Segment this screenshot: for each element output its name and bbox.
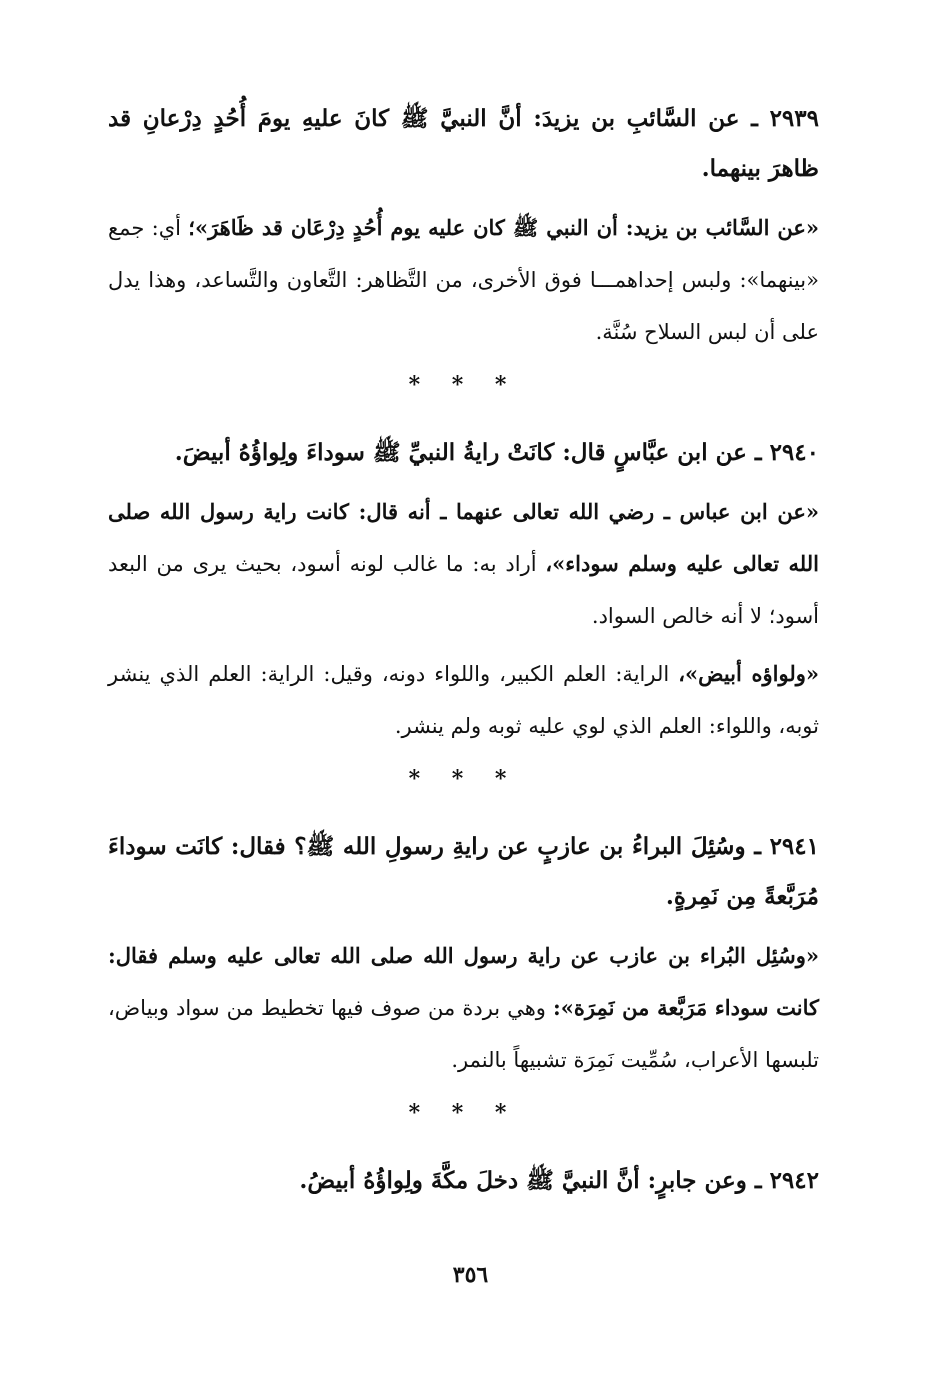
commentary-2941 [108,930,819,1086]
commentary-2940-b [108,648,819,752]
commentary-quote: «عن السَّائب بن يزيد: أن النبي ﷺ كان عليه يوم أُحُدٍ دِرْعَان قد ظَاهَرَ»؛ [188,215,820,240]
commentary-quote: «ولواؤه أبيض»، [678,661,819,686]
commentary-text: وهي بردة من صوف فيها تخطيط من سواد وبياض، تلبسها الأعراب، سُمِّيت نَمِرَة تشبيهاً بالنمر. [108,996,819,1072]
hadith-text: ٢٩٤٢ ـ وعن جابرٍ: أنَّ النبيَّ ﷺ دخلَ مكَّةَ ولِواؤُهُ أبيضُ. [299,1167,819,1194]
hadith-text: ٢٩٤٠ ـ عن ابن عبَّاسٍ قال: كانَتْ رايةُ النبيِّ ﷺ سوداءَ ولِواؤُهُ أبيضَ. [174,439,819,466]
hadith-2942 [108,1156,819,1206]
section-separator: * * * [408,1100,519,1126]
page-number: ٣٥٦ [452,1262,489,1288]
hadith-text: ٢٩٣٩ ـ عن السَّائبِ بن يزيدَ: أنَّ النبيَّ ﷺ كانَ عليهِ يومَ أُحُدٍ دِرْعانِ قد ظاهرَ بينهما. [108,105,819,182]
hadith-2940 [108,428,819,478]
commentary-text: الراية: العلم الكبير، واللواء دونه، وقيل: الراية: العلم الذي ينشر ثوبه، واللواء: العلم الذي لوي عليه ثوبه ولم ينشر. [108,662,819,738]
section-separator: * * * [408,766,519,792]
section-separator: * * * [408,372,519,398]
commentary-text: أي: جمع «بينهما»: ولبس إحداهمـــا فوق الأخرى، من التَّظاهر: التَّعاون والتَّساعد، وهذا يدل على أن لبس السلاح سُنَّة. [108,216,819,344]
commentary-text: أراد به: ما غالب لونه أسود، بحيث يرى من البعد أسود؛ لا أنه خالص السواد. [108,552,819,628]
hadith-text: ٢٩٤١ ـ وسُئِلَ البراءُ بن عازبٍ عن رايةِ رسولِ الله ﷺ؟ فقال: كانَت سوداءَ مُرَبَّعةً مِن نَمِرةٍ. [108,833,819,910]
commentary-2939 [108,202,819,358]
hadith-2939 [108,94,819,194]
hadith-2941 [108,822,819,922]
commentary-quote: «عن ابن عباس ـ رضي الله تعالى عنهما ـ أنه قال: كانت راية رسول الله صلى الله تعالى عليه وسلم سوداء»، [108,499,819,576]
commentary-2940-a [108,486,819,642]
commentary-quote: «وسُئِل البُراء بن عازب عن راية رسول الله صلى الله تعالى عليه وسلم فقال: كانت سوداء مَرَبَّعة من نَمِرَة»: [108,943,819,1020]
